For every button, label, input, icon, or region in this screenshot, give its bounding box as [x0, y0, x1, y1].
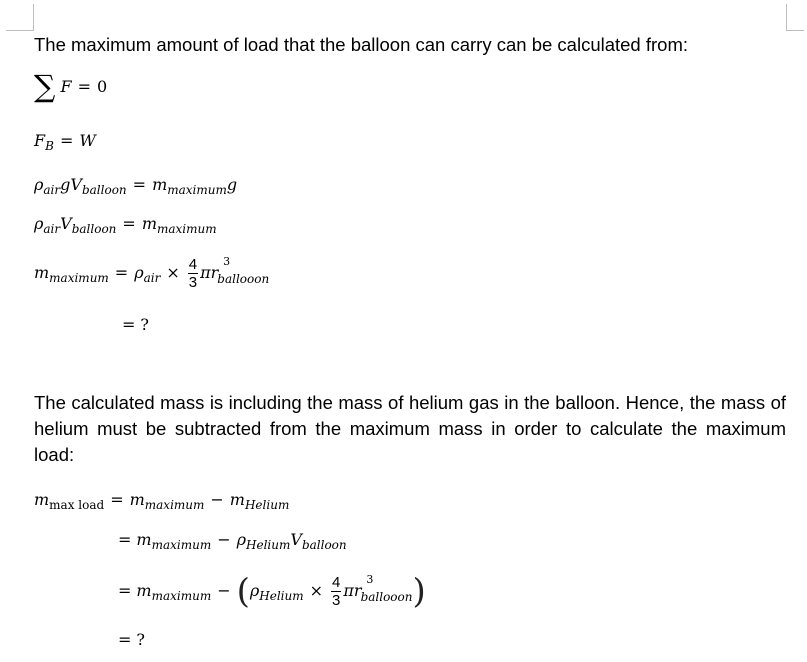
eq-exponent: 3	[366, 573, 374, 586]
eq-sub: max load	[49, 498, 105, 512]
fraction	[188, 256, 198, 291]
eq-op: =	[122, 315, 136, 334]
eq-var: m	[136, 530, 152, 549]
eq-var: m	[141, 214, 157, 233]
eq-op: ×	[166, 263, 180, 282]
crop-mark-left-vertical	[33, 4, 34, 30]
eq-var: m	[129, 490, 145, 509]
eq-sub: Helium	[246, 538, 291, 552]
eq-var: ρ	[249, 581, 260, 600]
eq-var: πr	[343, 581, 362, 600]
eq-sub: air	[143, 271, 161, 285]
eq-sub: maximum	[151, 589, 212, 603]
eq-op: −	[217, 581, 231, 600]
eq-op: =	[110, 490, 124, 509]
eq-var: m	[229, 490, 245, 509]
eq-sub: B	[45, 139, 54, 153]
intro-paragraph: The maximum amount of load that the balloon can carry can be calculated from:	[34, 34, 689, 55]
eq-var: ρ	[236, 530, 247, 549]
equation-weight-balance	[34, 175, 237, 196]
eq-sub: maximum	[49, 271, 109, 285]
eq-sub: balloon	[301, 538, 347, 552]
eq-var: V	[60, 214, 72, 233]
eq-op: −	[210, 490, 224, 509]
eq-sub: ballooon	[360, 590, 413, 604]
eq-var: ρ	[34, 175, 44, 194]
equation-maximum-mass	[34, 256, 269, 291]
eq-var: m	[34, 490, 50, 509]
eq-value: ?	[140, 315, 149, 334]
eq-sub: maximum	[167, 183, 227, 197]
equation-max-load-step-3	[118, 571, 426, 612]
fraction-numerator: 4	[188, 256, 198, 273]
eq-op: −	[217, 530, 231, 549]
eq-sub: maximum	[151, 538, 212, 552]
eq-value: 0	[97, 77, 108, 96]
eq-sub: balloon	[71, 222, 117, 236]
equation-mass-balance	[34, 214, 217, 235]
equation-max-load	[34, 490, 289, 511]
eq-var: m	[152, 175, 168, 194]
eq-exponent: 3	[223, 255, 231, 268]
eq-var: F	[34, 131, 46, 150]
fraction	[331, 574, 341, 609]
eq-var: g	[60, 175, 71, 194]
crop-mark-right-horizontal	[786, 30, 804, 31]
eq-op: =	[118, 530, 132, 549]
eq-var: m	[34, 263, 50, 282]
equation-max-load-step-2	[118, 530, 347, 551]
sigma-symbol: ∑	[34, 69, 56, 105]
crop-mark-right-vertical	[786, 4, 787, 30]
eq-sub: maximum	[144, 498, 205, 512]
eq-sub: balloon	[81, 183, 127, 197]
eq-sub: Helium	[244, 498, 290, 512]
eq-op: =	[132, 175, 147, 194]
eq-op: =	[59, 131, 74, 150]
radius-term	[200, 255, 270, 286]
fraction-denominator: 3	[188, 274, 198, 291]
eq-op: ×	[309, 581, 324, 600]
eq-sub: ballooon	[217, 272, 270, 286]
eq-sub: maximum	[156, 222, 217, 236]
eq-var: g	[226, 175, 238, 194]
eq-var: ρ	[134, 263, 144, 282]
eq-op: =	[122, 214, 136, 233]
eq-op: =	[77, 77, 92, 96]
eq-sub: air	[43, 222, 61, 236]
eq-op: =	[118, 630, 132, 649]
fraction-denominator: 3	[332, 592, 341, 609]
eq-var: ρ	[34, 214, 44, 233]
radius-term	[343, 573, 413, 604]
eq-var: πr	[200, 263, 219, 282]
equation-buoyancy	[34, 131, 96, 152]
eq-op: =	[114, 263, 129, 282]
eq-sub: Helium	[259, 589, 304, 603]
crop-mark-left-horizontal	[6, 30, 34, 31]
left-parenthesis: (	[236, 571, 250, 612]
eq-var: m	[136, 581, 152, 600]
equation-result-1	[122, 315, 149, 335]
eq-var: F	[60, 77, 72, 96]
eq-op: =	[118, 581, 132, 600]
eq-var: V	[290, 530, 302, 549]
eq-value: ?	[136, 630, 145, 649]
equation-force-sum	[34, 69, 108, 105]
right-parenthesis: )	[412, 571, 426, 612]
eq-var: W	[79, 131, 96, 150]
subtraction-paragraph: The calculated mass is including the mass of helium gas in the balloon. Hence, the mass of helium must be subtracted from the maximum mass in order to calculate the maximum load:	[34, 392, 786, 465]
eq-var: V	[70, 175, 82, 194]
fraction-numerator: 4	[332, 574, 341, 591]
equation-result-2	[118, 630, 145, 650]
eq-sub: air	[43, 183, 61, 197]
